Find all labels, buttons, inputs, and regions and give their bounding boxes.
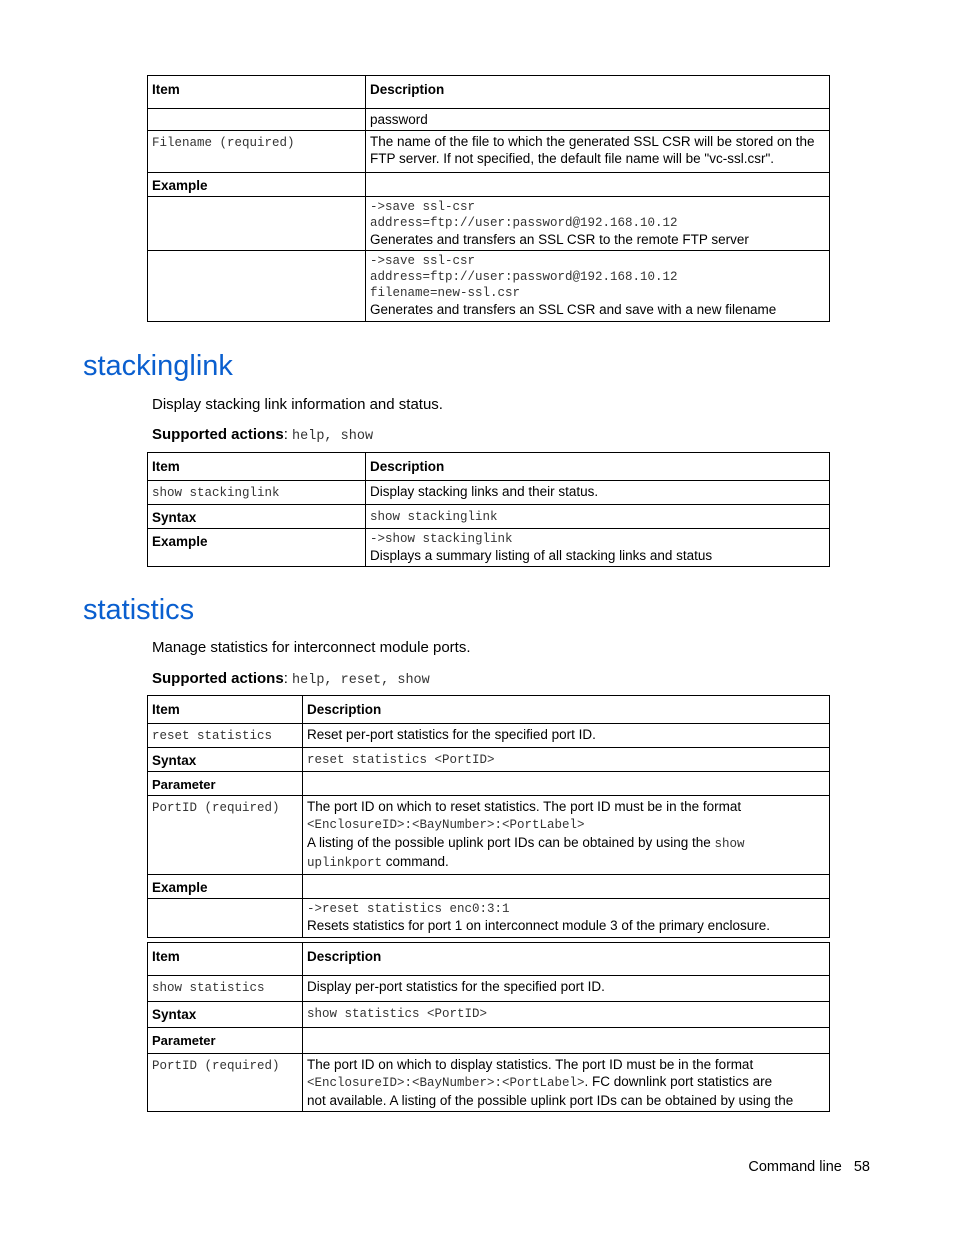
supported-actions-label: Supported actions [152, 670, 284, 687]
param-item: PortID (required) [148, 796, 303, 875]
table-cell-empty [148, 109, 366, 131]
column-header-item: Item [148, 696, 303, 724]
supported-actions-label: Supported actions [152, 426, 284, 443]
example-cell [366, 529, 830, 567]
parameter-label: Parameter [148, 1028, 303, 1054]
syntax-value: show stackinglink [366, 505, 830, 529]
column-header-item: Item [148, 453, 366, 481]
section-title-stackinglink: stackinglink [83, 350, 233, 382]
example-command-line: address=ftp://user:password@192.168.10.12 [370, 270, 678, 284]
port-id-format: <EnclosureID>:<BayNumber>:<PortLabel> [307, 818, 585, 832]
statistics-description: Manage statistics for interconnect module ports. [152, 639, 471, 656]
column-header-description: Description [366, 76, 830, 109]
syntax-value: show statistics <PortID> [303, 1002, 830, 1028]
show-stackinglink-description: Display stacking links and their status. [366, 481, 830, 505]
password-cell: password [366, 109, 830, 131]
stackinglink-supported-actions: Supported actions: help, show [152, 426, 374, 444]
stackinglink-description: Display stacking link information and status. [152, 396, 443, 413]
example-1-cell [366, 197, 830, 251]
table-cell-empty [148, 251, 366, 322]
table-cell-empty [303, 875, 830, 899]
statistics-supported-actions: Supported actions: help, reset, show [152, 670, 430, 688]
example-command-line: ->save ssl-csr [370, 200, 476, 214]
syntax-value: reset statistics <PortID> [303, 748, 830, 772]
table-cell-empty [148, 197, 366, 251]
example-description: Resets statistics for port 1 on interconnect module 3 of the primary enclosure. [307, 918, 770, 933]
example-cell [303, 899, 830, 938]
example-command-line: ->show stackinglink [370, 532, 513, 546]
uplinkport-command: uplinkport [307, 856, 383, 870]
footer-section: Command line [748, 1159, 842, 1175]
example-command-line: address=ftp://user:password@192.168.10.12 [370, 216, 678, 230]
show-stackinglink-item: show stackinglink [148, 481, 366, 505]
example-command-line: ->reset statistics enc0:3:1 [307, 902, 510, 916]
syntax-label: Syntax [148, 505, 366, 529]
example-label: Example [148, 875, 303, 899]
param-item: PortID (required) [148, 1054, 303, 1112]
filename-item: Filename (required) [148, 131, 366, 173]
table-cell-empty [148, 899, 303, 938]
example-description: Generates and transfers an SSL CSR to the remote FTP server [370, 232, 749, 247]
column-header-description: Description [303, 943, 830, 976]
supported-actions-values: help, show [292, 429, 374, 444]
column-header-description: Description [366, 453, 830, 481]
table-cell-empty [366, 173, 830, 197]
param-description: The port ID on which to display statistics. The port ID must be in the format <EnclosureID>:<BayNumber>:<PortLabel>. FC downlink port statistics are not available. A listing of the possible uplink port IDs can be obtained by using the [303, 1054, 830, 1112]
syntax-label: Syntax [148, 1002, 303, 1028]
example-label: Example [148, 529, 366, 567]
param-description: The port ID on which to reset statistics. The port ID must be in the format <EnclosureID>:<BayNumber>:<PortLabel> A listing of the possible uplink port IDs can be obtained by using the show uplinkport command. [303, 796, 830, 875]
syntax-label: Syntax [148, 748, 303, 772]
show-statistics-description: Display per-port statistics for the specified port ID. [303, 976, 830, 1002]
parameter-label: Parameter [148, 772, 303, 796]
column-header-item: Item [148, 943, 303, 976]
column-header-description: Description [303, 696, 830, 724]
ssl-csr-table [147, 75, 830, 322]
example-description: Generates and transfers an SSL CSR and save with a new filename [370, 302, 777, 317]
example-command-line: ->save ssl-csr [370, 254, 476, 268]
table-cell-empty [303, 1028, 830, 1054]
example-description: Displays a summary listing of all stacking links and status [370, 548, 713, 563]
show-statistics-table [147, 942, 830, 1112]
show-statistics-item: show statistics [148, 976, 303, 1002]
port-id-format: <EnclosureID>:<BayNumber>:<PortLabel> [307, 1076, 585, 1090]
page-number: 58 [853, 1159, 870, 1175]
page-footer [700, 1158, 870, 1176]
reset-statistics-table [147, 695, 830, 938]
example-command-line: filename=new-ssl.csr [370, 286, 521, 300]
filename-description: The name of the file to which the generated SSL CSR will be stored on the FTP server. If not specified, the default file name will be "vc-ssl.csr". [366, 131, 830, 173]
reset-statistics-description: Reset per-port statistics for the specified port ID. [303, 724, 830, 748]
stackinglink-table [147, 452, 830, 567]
column-header-item: Item [148, 76, 366, 109]
reset-statistics-item: reset statistics [148, 724, 303, 748]
example-label: Example [148, 173, 366, 197]
supported-actions-values: help, reset, show [292, 673, 430, 688]
show-command: show [714, 837, 745, 851]
table-cell-empty [303, 772, 830, 796]
example-2-cell [366, 251, 830, 322]
section-title-statistics: statistics [83, 594, 195, 626]
